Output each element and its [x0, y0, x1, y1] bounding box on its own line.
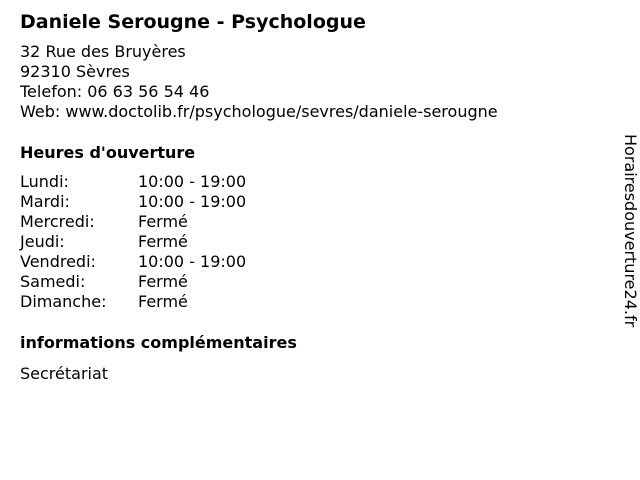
hours-row — [20, 172, 610, 192]
address-city: 92310 Sèvres — [20, 62, 130, 81]
opening-hours-heading: Heures d'ouverture — [20, 143, 196, 162]
time-value: Fermé — [138, 292, 188, 311]
day-label: Vendredi: — [20, 252, 96, 271]
time-value: Fermé — [138, 272, 188, 291]
time-value: 10:00 - 19:00 — [138, 172, 247, 191]
business-title: Daniele Serougne - Psychologue — [20, 11, 366, 33]
business-card — [20, 10, 610, 384]
hours-row — [20, 192, 610, 212]
time-value: Fermé — [138, 232, 188, 251]
website-line: Web: www.doctolib.fr/psychologue/sevres/daniele-serougne — [20, 102, 498, 121]
watermark-text: Horairesdouverture24.fr — [621, 134, 640, 328]
day-label: Mardi: — [20, 192, 70, 211]
day-label: Jeudi: — [20, 232, 65, 251]
day-label: Lundi: — [20, 172, 69, 191]
day-label: Dimanche: — [20, 292, 107, 311]
opening-hours-table — [20, 172, 610, 312]
time-value: 10:00 - 19:00 — [138, 252, 247, 271]
additional-info-heading: informations complémentaires — [20, 333, 297, 352]
day-label: Samedi: — [20, 272, 86, 291]
hours-row — [20, 212, 610, 232]
hours-row — [20, 272, 610, 292]
phone-line: Telefon: 06 63 56 54 46 — [20, 82, 210, 101]
address-street: 32 Rue des Bruyères — [20, 42, 186, 61]
hours-row — [20, 232, 610, 252]
time-value: Fermé — [138, 212, 188, 231]
day-label: Mercredi: — [20, 212, 95, 231]
time-value: 10:00 - 19:00 — [138, 192, 247, 211]
additional-info-text: Secrétariat — [20, 364, 109, 383]
hours-row — [20, 292, 610, 312]
hours-row — [20, 252, 610, 272]
